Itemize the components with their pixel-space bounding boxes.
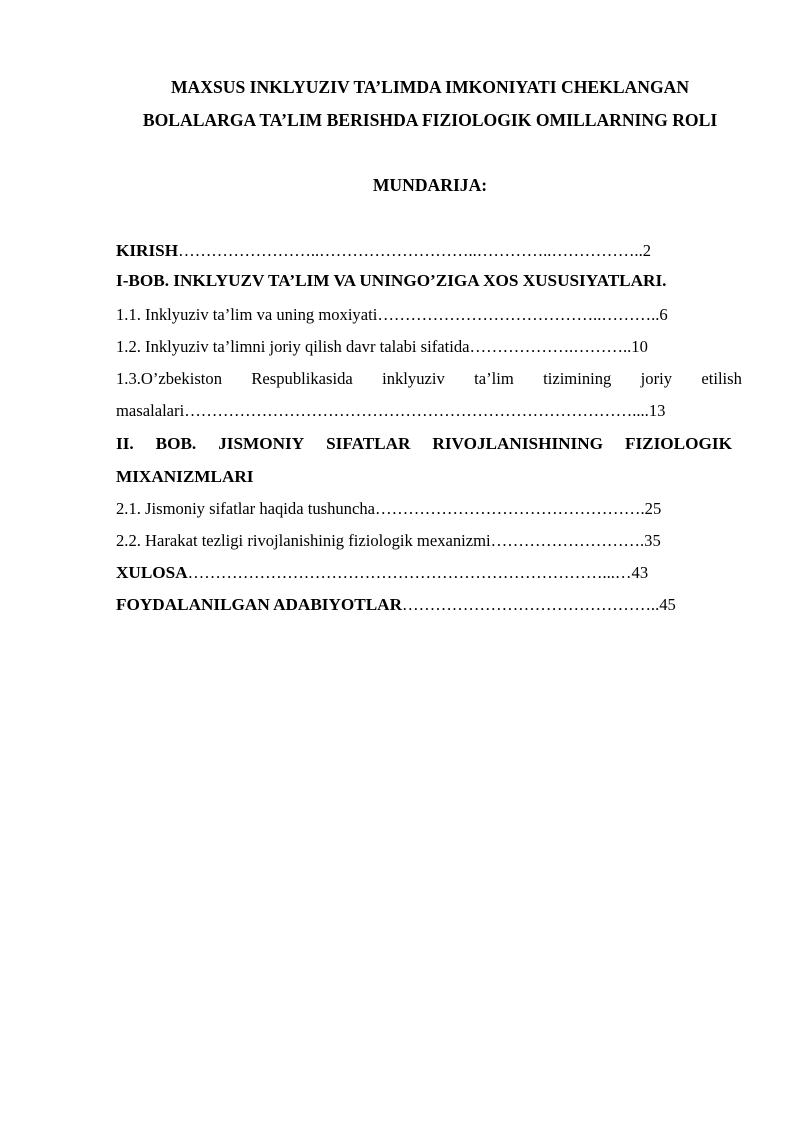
toc-entry-1-2	[116, 332, 742, 362]
toc-entry-1-3-line-2	[116, 396, 742, 426]
toc-word: 1.3.O’zbekiston	[116, 369, 222, 388]
toc-label: XULOSA	[116, 563, 188, 582]
toc-leader-page: ……………….………..10	[469, 337, 648, 356]
toc-number: 1.2	[116, 337, 137, 356]
toc-entry-chapter-1	[116, 266, 742, 296]
toc-leader-page: ……………………..………………………..…………..……………..2	[178, 241, 652, 260]
toc-leader-page: ………………………………………….25	[375, 499, 662, 518]
toc-entry-2-2	[116, 526, 742, 556]
toc-word: FIZIOLOGIK	[624, 434, 732, 453]
toc-label: FOYDALANILGAN ADABIYOTLAR	[116, 595, 403, 614]
toc-word: RIVOJLANISHINING	[432, 434, 604, 453]
toc-entry-chapter-2-line-1	[116, 429, 732, 459]
toc-leader-page: ………………………………………………………………………....13	[184, 401, 666, 420]
toc-word: tizimining	[543, 369, 612, 388]
toc-word: etilish	[701, 369, 742, 388]
toc-entry-adabiyotlar	[116, 590, 742, 620]
toc-label: 2.2. Harakat tezligi rivojlanishinig fiziologik mexanizmi	[116, 531, 491, 550]
toc-entry-1-3-line-1	[116, 364, 742, 394]
title-line-1: MAXSUS INKLYUZIV TA’LIMDA IMKONIYATI CHEKLANGAN	[170, 77, 690, 97]
toc-number: 1.1	[116, 305, 137, 324]
toc-word: II.	[116, 434, 134, 453]
toc-entry-chapter-2-line-2	[116, 462, 742, 492]
toc-label: . Inklyuziv ta’limni joriy qilish davr talabi sifatida	[136, 337, 470, 356]
document-title	[80, 71, 780, 137]
toc-leader-page: …………………………………..………..6	[377, 305, 668, 324]
toc-word: SIFATLAR	[326, 434, 411, 453]
toc-word: inklyuziv	[382, 369, 445, 388]
toc-label: 2.1. Jismoniy sifatlar haqida tushuncha	[116, 499, 376, 518]
toc-word: ta’lim	[474, 369, 514, 388]
toc-label: . Inklyuziv ta’lim va uning moxiyati	[136, 305, 378, 324]
toc-word: BOB.	[155, 434, 197, 453]
title-line-2: BOLALARGA TA’LIM BERISHDA FIZIOLOGIK OMILLARNING ROLI	[142, 110, 718, 130]
toc-label: KIRISH	[116, 241, 179, 260]
toc-word: JISMONIY	[218, 434, 305, 453]
toc-label: masalalari	[116, 401, 185, 420]
toc-word: Respublikasida	[251, 369, 353, 388]
toc-leader-page: …………………………………………………………………...…43	[187, 563, 649, 582]
toc-label: MIXANIZMLARI	[116, 467, 254, 486]
toc-entry-xulosa	[116, 558, 742, 588]
toc-leader-page: ………………………………………..45	[402, 595, 676, 614]
toc-leader-page: ……………………….35	[490, 531, 661, 550]
toc-label: I-BOB. INKLYUZV TA’LIM VA UNINGO’ZIGA XOS XUSUSIYATLARI.	[116, 271, 667, 290]
toc-word: joriy	[640, 369, 673, 388]
toc-entry-1-1	[116, 300, 742, 330]
contents-heading: MUNDARIJA:	[372, 175, 488, 195]
toc-entry-kirish	[116, 236, 742, 266]
toc-entry-2-1	[116, 494, 742, 524]
